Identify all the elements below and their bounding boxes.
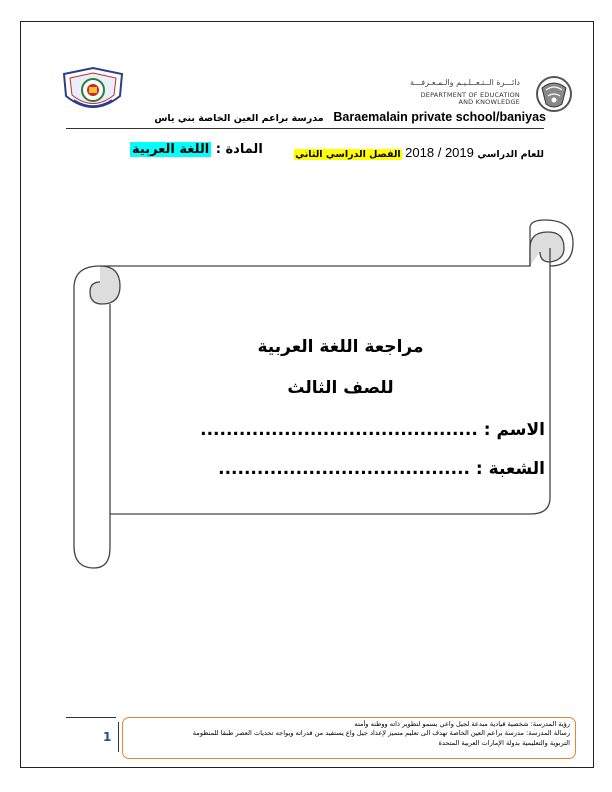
grade-label: للصف الثالث — [287, 378, 394, 398]
school-name-arabic: مدرسة براعم العين الخاصة بني ياس — [154, 113, 324, 124]
academic-year-line — [294, 145, 544, 160]
school-mission-continued: التربوية والتعليمية بدولة الإمارات العربية المتحدة — [438, 738, 570, 747]
review-title: مراجعة اللغة العربية — [257, 337, 424, 357]
school-vision: رؤية المدرسة: شخصية قيادية مبدعة لجيل واعي يسمو لتطوير ذاته ووطنه وأمته — [354, 720, 570, 728]
academic-year-label: للعام الدراسي — [477, 149, 544, 160]
school-mission: رسالة المدرسة: مدرسة براعم العين الخاصة تهدف الى تعليم متميز لإعداد جيل واع يستفيد من قدراته ويواجه تحديات العصر طبقا للمنظومة — [192, 729, 570, 738]
section-field[interactable]: ....................................... — [218, 459, 470, 479]
school-vision-mission-box — [122, 717, 576, 759]
term-label: الفصل الدراسي الثاني — [295, 149, 401, 160]
section-field-line — [130, 459, 545, 479]
subject-line — [130, 142, 263, 157]
department-name-english-line2: AND KNOWLEDGE — [458, 98, 520, 106]
subject-label: المادة : — [215, 142, 263, 157]
department-emblem — [533, 74, 575, 114]
page-number: 1 — [103, 730, 112, 744]
footer-divider — [66, 717, 116, 718]
academic-year-value: 2019 / 2018 — [405, 145, 474, 160]
name-label: الاسم : — [483, 420, 545, 440]
header-divider — [66, 128, 544, 129]
name-field-line — [130, 420, 545, 440]
school-logo — [60, 66, 126, 116]
department-name-arabic: دائـــرة الــتـعــلـيـم والـمـعـرفـــة — [409, 78, 520, 87]
department-name-english-line1: DEPARTMENT OF EDUCATION — [420, 91, 520, 99]
subject-value: اللغة العربية — [132, 142, 210, 157]
name-field[interactable]: ........................................... — [200, 420, 478, 440]
page-number-separator — [118, 722, 119, 752]
school-name-english: Baraemalain private school/baniyas — [333, 110, 546, 124]
section-label: الشعبة : — [475, 459, 545, 479]
school-name-line — [154, 110, 546, 124]
